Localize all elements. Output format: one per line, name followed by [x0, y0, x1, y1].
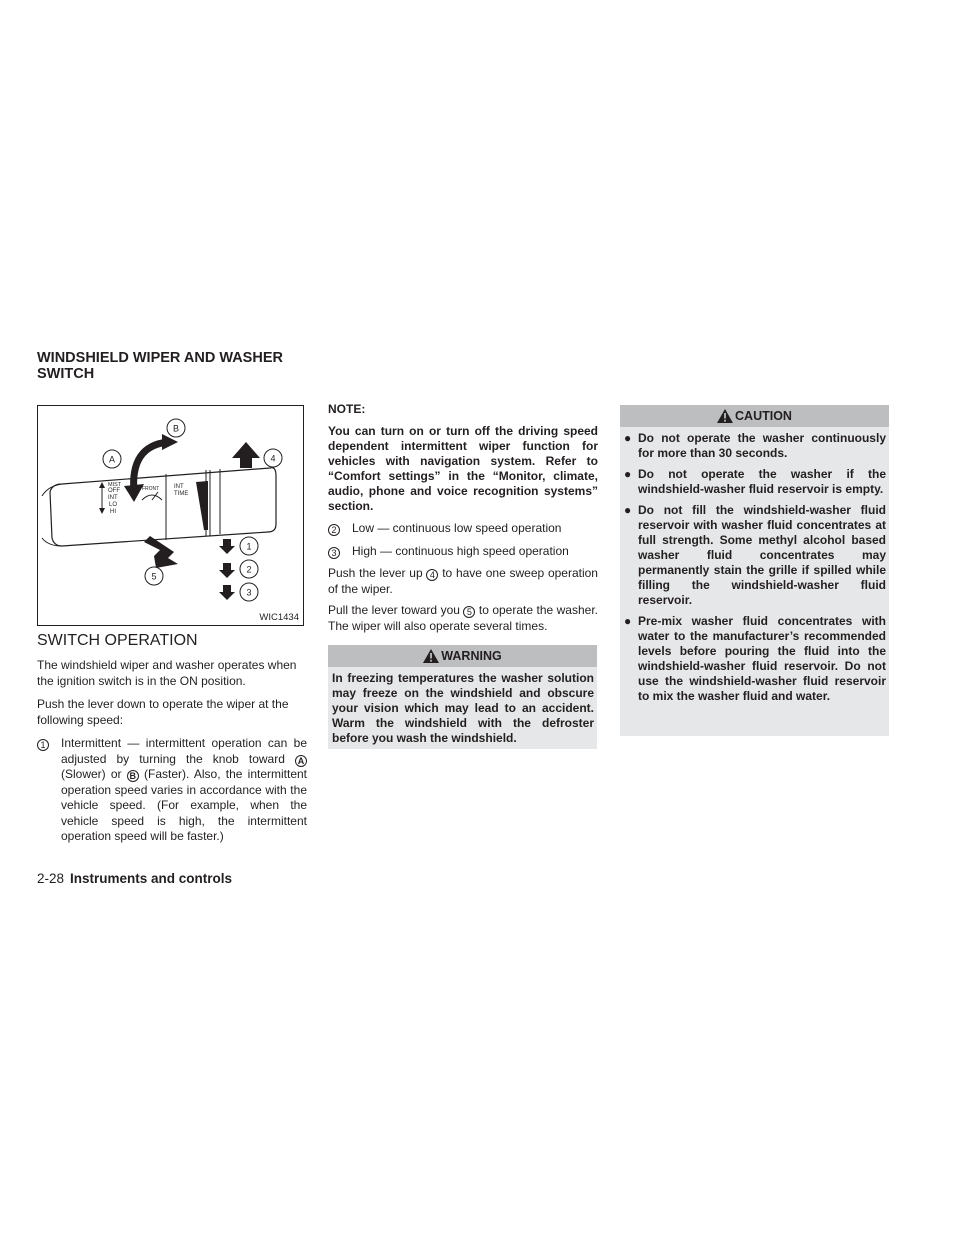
warning-triangle-icon — [423, 649, 439, 663]
callout-4: 4 — [270, 453, 276, 464]
push-up-text-b: to have one sweep operation of the wiper. — [328, 566, 598, 596]
label-hi: HI — [110, 509, 116, 515]
callout-1: 1 — [246, 541, 252, 552]
page-footer — [37, 871, 232, 886]
num-2-badge: 2 — [328, 524, 340, 536]
bullet-icon: ● — [624, 431, 632, 445]
caution-item-text: Do not operate the washer continuously for more than 30 seconds. — [638, 431, 886, 460]
speed-item-low — [328, 521, 598, 537]
caution-item-text: Pre-mix washer fluid concentrates with water to the manufacturer’s recommended levels before pouring the fluid into the windshield-washer fluid reservoir. Do not use the windshield-washer fluid reservoir to mix the washer fluid and water. — [638, 614, 886, 703]
pull-toward-text-a: Pull the lever toward you — [328, 603, 460, 617]
wiper-switch-illustration — [37, 405, 304, 626]
speed-high-text: High — continuous high speed operation — [352, 544, 569, 558]
num-5-badge: 5 — [463, 606, 475, 618]
bullet-icon: ● — [624, 614, 632, 628]
callout-3: 3 — [246, 587, 252, 598]
warning-box — [328, 645, 597, 749]
note-title: NOTE: — [328, 402, 366, 416]
mark-a-badge: A — [295, 755, 307, 767]
push-up-text-a: Push the lever up — [328, 566, 423, 580]
label-lo: LO — [109, 502, 118, 508]
item1-text-b: (Slower) or — [61, 767, 122, 781]
warning-title: WARNING — [441, 649, 502, 663]
section-title: WINDSHIELD WIPER AND WASHER SWITCH — [37, 350, 283, 382]
caution-header — [620, 405, 889, 427]
caution-triangle-icon — [717, 409, 733, 423]
callout-2: 2 — [246, 564, 252, 575]
item1-text-a: Intermittent — intermittent operation can be adjusted by turning the knob toward — [61, 736, 307, 766]
switch-operation-para1: The windshield wiper and washer operates when the ignition switch is in the ON position. — [37, 658, 297, 688]
caution-item — [624, 467, 886, 497]
pull-toward-para — [328, 603, 598, 634]
speed-low-text: Low — continuous low speed operation — [352, 521, 562, 535]
mark-b-badge: B — [127, 770, 139, 782]
bullet-icon: ● — [624, 503, 632, 517]
caution-item — [624, 431, 886, 461]
caution-item-text: Do not fill the windshield-washer fluid reservoir with washer fluid concentrates at full strength. Some methyl alcohol based washer fluid concentrates may permanently stain the grille if spilled while filling the windshield-washer fluid reservoir. — [638, 503, 886, 607]
chapter-title: Instruments and controls — [70, 871, 233, 886]
caution-item — [624, 503, 886, 608]
switch-operation-heading: SWITCH OPERATION — [37, 632, 198, 649]
callout-b: B — [172, 423, 180, 434]
pull-toward-text-b: to operate the washer. The wiper will also operate several times. — [328, 603, 598, 633]
label-mist: MIST — [108, 482, 122, 488]
bullet-icon: ● — [624, 467, 632, 481]
label-front: FRONT — [142, 486, 160, 492]
note-text: You can turn on or turn off the driving speed dependent intermittent wiper function for vehicles with navigation system. Refer to “Comfort settings” in the “Monitor, climate, audio, phone and voice recognition systems” section. — [328, 424, 598, 513]
callout-5: 5 — [151, 571, 157, 582]
callout-a: A — [108, 454, 116, 465]
caution-item — [624, 614, 886, 704]
label-int-time-2: TIME — [174, 491, 189, 497]
label-int-time-1: INT — [174, 484, 184, 490]
caution-list — [620, 427, 889, 704]
page-number: 2-28 — [37, 871, 65, 886]
push-up-para — [328, 566, 598, 597]
caution-item-text: Do not operate the washer if the windshield-washer fluid reservoir is empty. — [638, 467, 886, 496]
warning-text: In freezing temperatures the washer solution may freeze on the windshield and obscure your vision which may lead to an accident. Warm the windshield with the defroster before you wash the windshield. — [328, 667, 597, 749]
num-1-badge: 1 — [37, 739, 49, 751]
speed-item-intermittent — [37, 736, 307, 845]
speed-item-high — [328, 544, 598, 560]
label-int: INT — [108, 495, 118, 501]
num-3-badge: 3 — [328, 547, 340, 559]
caution-title: CAUTION — [735, 409, 792, 423]
figure-code: WIC1434 — [259, 612, 299, 623]
num-4-badge: 4 — [426, 569, 438, 581]
item1-text-c: (Faster). Also, the intermittent operation speed varies in accordance with the vehicle speed. (For example, when the vehicle speed is high, the intermittent operation speed will be faster.) — [61, 767, 308, 843]
wiper-lever-drawing — [38, 406, 305, 627]
warning-header — [328, 645, 597, 667]
switch-operation-para2: Push the lever down to operate the wiper at the following speed: — [37, 697, 289, 727]
label-off: OFF — [108, 488, 120, 494]
caution-box — [620, 405, 889, 736]
